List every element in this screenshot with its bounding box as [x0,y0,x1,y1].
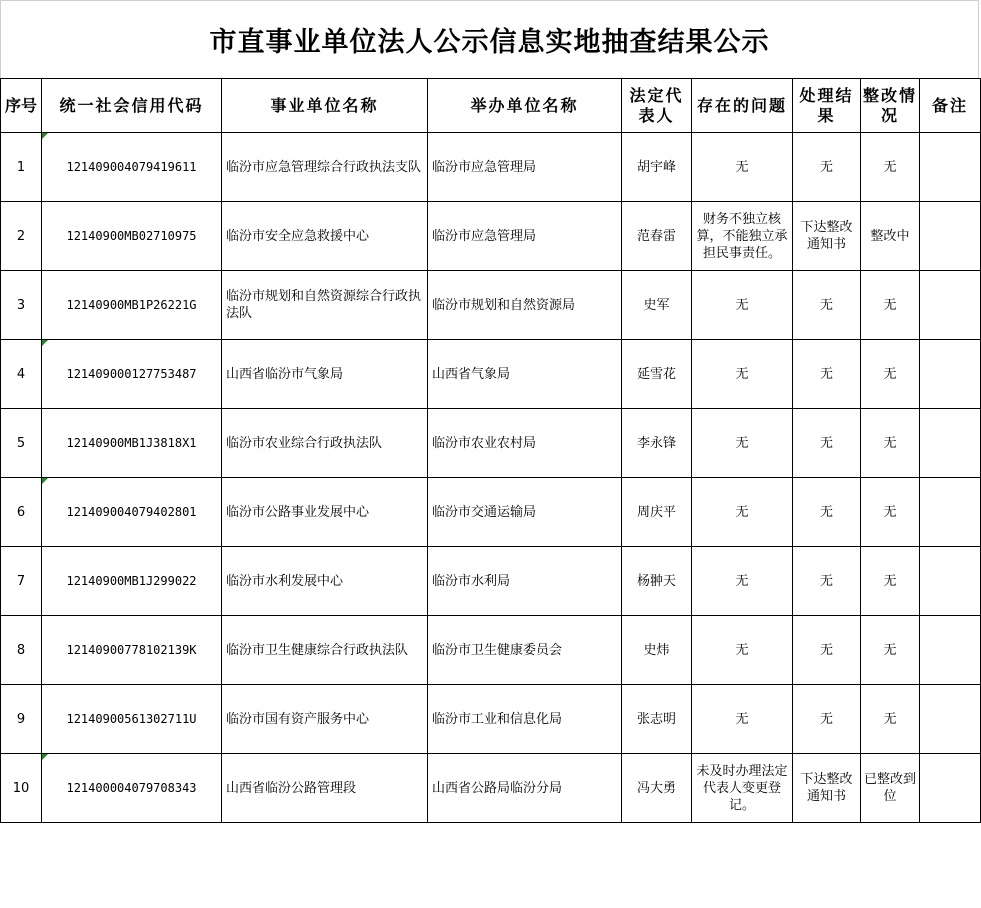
cell-sponsor[interactable]: 临汾市交通运输局 [428,478,622,547]
cell-result[interactable]: 无 [793,478,861,547]
cell-credit-code[interactable]: 121409000127753487 [42,340,222,409]
table-row [1,271,981,340]
cell-legal-rep[interactable]: 周庆平 [622,478,692,547]
header-rectify[interactable]: 整改情况 [861,79,920,133]
cell-rectify[interactable]: 无 [861,685,920,754]
table-row [1,409,981,478]
cell-credit-code[interactable]: 12140900MB1J299022 [42,547,222,616]
table-row [1,202,981,271]
cell-sponsor[interactable]: 山西省气象局 [428,340,622,409]
cell-remark[interactable] [920,616,981,685]
cell-legal-rep[interactable]: 杨翀天 [622,547,692,616]
table-row [1,754,981,823]
cell-remark[interactable] [920,409,981,478]
header-result[interactable]: 处理结果 [793,79,861,133]
cell-credit-code[interactable]: 12140900MB1J3818X1 [42,409,222,478]
cell-remark[interactable] [920,340,981,409]
cell-problem[interactable]: 无 [692,133,793,202]
cell-seq[interactable]: 6 [1,478,42,547]
cell-unit-name[interactable]: 临汾市公路事业发展中心 [222,478,428,547]
header-row [1,79,981,133]
cell-legal-rep[interactable]: 史军 [622,271,692,340]
cell-rectify[interactable]: 已整改到位 [861,754,920,823]
cell-problem[interactable]: 无 [692,271,793,340]
cell-problem[interactable]: 未及时办理法定代表人变更登记。 [692,754,793,823]
cell-credit-code[interactable]: 121409004079419611 [42,133,222,202]
cell-sponsor[interactable]: 临汾市水利局 [428,547,622,616]
cell-remark[interactable] [920,271,981,340]
results-table [0,78,981,823]
cell-rectify[interactable]: 整改中 [861,202,920,271]
cell-unit-name[interactable]: 临汾市卫生健康综合行政执法队 [222,616,428,685]
cell-unit-name[interactable]: 临汾市应急管理综合行政执法支队 [222,133,428,202]
table-row [1,340,981,409]
cell-rectify[interactable]: 无 [861,478,920,547]
cell-rectify[interactable]: 无 [861,271,920,340]
cell-sponsor[interactable]: 临汾市应急管理局 [428,202,622,271]
cell-sponsor[interactable]: 临汾市卫生健康委员会 [428,616,622,685]
table-row [1,616,981,685]
table-row [1,478,981,547]
header-credit-code[interactable]: 统一社会信用代码 [42,79,222,133]
cell-remark[interactable] [920,754,981,823]
cell-unit-name[interactable]: 临汾市规划和自然资源综合行政执法队 [222,271,428,340]
title-cell[interactable] [0,0,979,78]
cell-sponsor[interactable]: 临汾市规划和自然资源局 [428,271,622,340]
cell-sponsor[interactable]: 临汾市农业农村局 [428,409,622,478]
cell-rectify[interactable]: 无 [861,616,920,685]
cell-problem[interactable]: 无 [692,547,793,616]
cell-rectify[interactable]: 无 [861,547,920,616]
header-legal-rep[interactable]: 法定代表人 [622,79,692,133]
cell-remark[interactable] [920,685,981,754]
header-problem[interactable]: 存在的问题 [692,79,793,133]
cell-rectify[interactable]: 无 [861,133,920,202]
cell-legal-rep[interactable]: 胡宇峰 [622,133,692,202]
cell-legal-rep[interactable]: 延雪花 [622,340,692,409]
cell-legal-rep[interactable]: 李永锋 [622,409,692,478]
cell-problem[interactable]: 无 [692,478,793,547]
header-sponsor[interactable]: 举办单位名称 [428,79,622,133]
cell-seq[interactable]: 3 [1,271,42,340]
cell-remark[interactable] [920,202,981,271]
page-title: 市直事业单位法人公示信息实地抽查结果公示 [209,27,770,58]
cell-unit-name[interactable]: 临汾市水利发展中心 [222,547,428,616]
cell-remark[interactable] [920,478,981,547]
cell-sponsor[interactable]: 临汾市工业和信息化局 [428,685,622,754]
cell-sponsor[interactable]: 山西省公路局临汾分局 [428,754,622,823]
cell-problem[interactable]: 无 [692,685,793,754]
cell-credit-code[interactable]: 12140900MB02710975 [42,202,222,271]
cell-credit-code[interactable]: 12140900778102139K [42,616,222,685]
cell-seq[interactable]: 9 [1,685,42,754]
cell-unit-name[interactable]: 临汾市农业综合行政执法队 [222,409,428,478]
cell-legal-rep[interactable]: 范春雷 [622,202,692,271]
cell-seq[interactable]: 1 [1,133,42,202]
table-row [1,685,981,754]
cell-sponsor[interactable]: 临汾市应急管理局 [428,133,622,202]
table-row [1,133,981,202]
cell-seq[interactable]: 4 [1,340,42,409]
cell-problem[interactable]: 财务不独立核算，不能独立承担民事责任。 [692,202,793,271]
cell-result[interactable]: 下达整改通知书 [793,202,861,271]
cell-problem[interactable]: 无 [692,340,793,409]
cell-problem[interactable]: 无 [692,409,793,478]
cell-unit-name[interactable]: 山西省临汾市气象局 [222,340,428,409]
cell-result[interactable]: 无 [793,133,861,202]
cell-remark[interactable] [920,547,981,616]
table-row [1,547,981,616]
cell-legal-rep[interactable]: 史炜 [622,616,692,685]
cell-result[interactable]: 无 [793,271,861,340]
cell-credit-code[interactable]: 12140900561302711U [42,685,222,754]
cell-seq[interactable]: 2 [1,202,42,271]
cell-result[interactable]: 无 [793,685,861,754]
cell-credit-code[interactable]: 121409004079402801 [42,478,222,547]
cell-legal-rep[interactable]: 冯大勇 [622,754,692,823]
cell-rectify[interactable]: 无 [861,340,920,409]
cell-seq[interactable]: 5 [1,409,42,478]
header-remark[interactable]: 备注 [920,79,981,133]
cell-unit-name[interactable]: 临汾市国有资产服务中心 [222,685,428,754]
cell-result[interactable]: 无 [793,547,861,616]
cell-legal-rep[interactable]: 张志明 [622,685,692,754]
header-seq[interactable]: 序号 [1,79,42,133]
cell-seq[interactable]: 8 [1,616,42,685]
cell-problem[interactable]: 无 [692,616,793,685]
cell-credit-code[interactable]: 12140900MB1P26221G [42,271,222,340]
cell-seq[interactable]: 7 [1,547,42,616]
cell-result[interactable]: 无 [793,616,861,685]
cell-remark[interactable] [920,133,981,202]
cell-rectify[interactable]: 无 [861,409,920,478]
cell-result[interactable]: 无 [793,409,861,478]
cell-result[interactable]: 无 [793,340,861,409]
cell-unit-name[interactable]: 山西省临汾公路管理段 [222,754,428,823]
cell-seq[interactable]: 10 [1,754,42,823]
header-unit-name[interactable]: 事业单位名称 [222,79,428,133]
cell-result[interactable]: 下达整改通知书 [793,754,861,823]
cell-unit-name[interactable]: 临汾市安全应急救援中心 [222,202,428,271]
cell-credit-code[interactable]: 121400004079708343 [42,754,222,823]
